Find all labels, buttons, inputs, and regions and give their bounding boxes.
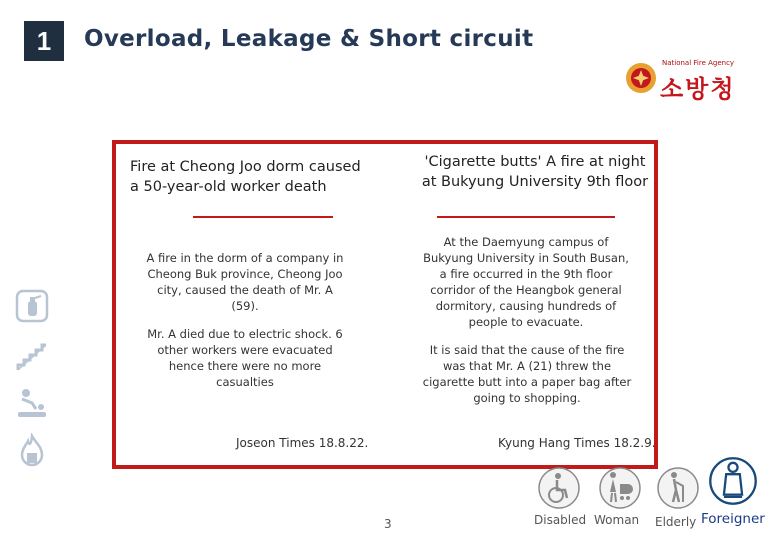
fire-warning-icon [14,433,50,469]
foreigner-label: Foreigner [701,511,765,527]
foreigner-person-icon [708,456,758,506]
right-article-paragraph-1: At the Daemyung campus of Bukyung University in South Busan, a fire occurred in the 9th floor corridor of the Heangbok general dormitory, causing hundreds of people to evacuate. [423,235,629,329]
right-heading-underline [437,216,615,218]
woman-with-stroller-icon [598,466,642,510]
left-article-paragraph-1: A fire in the dorm of a company in Cheong Buk province, Cheong Joo city, caused the death of Mr. A (59). [146,251,344,313]
right-article-heading: 'Cigarette butts' A fire at night at Bukyung University 9th floor [421,154,649,190]
disabled-label: Disabled [534,513,587,527]
slide-number-badge: 1 [24,21,64,61]
disabled-person-icon [537,466,581,510]
national-fire-agency-logo [624,55,744,101]
left-article-source: Joseon Times 18.8.22. [236,436,369,450]
fire-agency-emblem-icon [624,61,658,95]
woman-label: Woman [594,513,640,527]
slide-title: Overload, Leakage & Short circuit [84,26,534,52]
fire-extinguisher-icon [14,288,50,324]
right-article-source: Kyung Hang Times 18.2.9. [498,436,656,450]
left-heading-underline [193,216,333,218]
right-article-paragraph-2: It is said that the cause of the fire was that Mr. A (21) threw the cigarette butt into a paper bag after going to shopping. [422,343,632,405]
logo-agency-text: National Fire Agency [662,59,735,67]
stairs-icon [14,338,50,374]
left-article-paragraph-2: Mr. A died due to electric shock. 6 other workers were evacuated hence there were no more casualties [147,327,343,389]
page-number: 3 [384,517,392,531]
elderly-label: Elderly [655,515,697,529]
left-article-heading: Fire at Cheong Joo dorm caused a 50-year-old worker death [130,159,361,195]
logo-brand-text: 소방청 [660,75,736,103]
first-aid-person-icon [14,385,50,421]
elderly-person-icon [656,466,700,510]
